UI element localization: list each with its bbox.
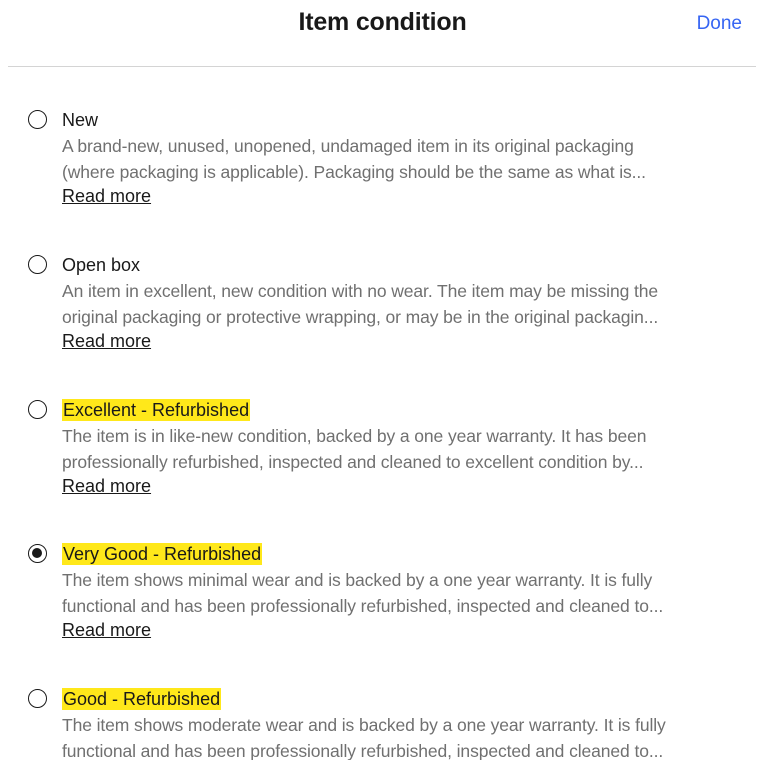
description-line: The item shows minimal wear and is backed by a one year warranty. It is fully [62,570,653,590]
option-label-very-good-refurbished[interactable]: Very Good - Refurbished [63,544,262,564]
option-label-new[interactable]: New [62,110,99,130]
read-more-link-excellent-refurbished[interactable]: Read more [62,476,152,496]
option-label-open-box[interactable]: Open box [62,255,141,275]
option-description-excellent-refurbished [62,423,742,475]
radio-button-good-refurbished[interactable] [28,689,47,708]
description-line: original packaging or protective wrapping, or may be in the original packagin... [62,307,659,327]
description-line: The item is in like-new condition, backed by a one year warranty. It has been [62,426,647,446]
description-line: The item shows moderate wear and is backed by a one year warranty. It is fully [62,715,666,735]
radio-button-open-box[interactable] [28,255,47,274]
description-line: An item in excellent, new condition with no wear. The item may be missing the [62,281,659,301]
option-description-good-refurbished [62,712,742,760]
read-more-link-new[interactable]: Read more [62,186,152,206]
page-title: Item condition [298,8,467,36]
option-label-good-refurbished[interactable]: Good - Refurbished [63,689,221,709]
description-line: professionally refurbished, inspected and cleaned to excellent condition by... [62,452,644,472]
description-line: functional and has been professionally refurbished, inspected and cleaned to... [62,741,664,760]
option-description-very-good-refurbished [62,567,742,619]
description-line: A brand-new, unused, unopened, undamaged item in its original packaging [62,136,634,156]
radio-button-new[interactable] [28,110,47,129]
description-line: (where packaging is applicable). Packaging should be the same as what is... [62,162,646,182]
done-button[interactable]: Done [696,13,742,34]
header-divider [8,66,756,67]
option-label-excellent-refurbished[interactable]: Excellent - Refurbished [63,400,250,420]
radio-button-very-good-refurbished[interactable] [28,544,47,563]
option-description-new [62,133,742,185]
radio-button-excellent-refurbished[interactable] [28,400,47,419]
read-more-link-open-box[interactable]: Read more [62,331,152,351]
option-description-open-box [62,278,742,330]
read-more-link-very-good-refurbished[interactable]: Read more [62,620,152,640]
description-line: functional and has been professionally refurbished, inspected and cleaned to... [62,596,664,616]
dialog-header [0,0,772,66]
